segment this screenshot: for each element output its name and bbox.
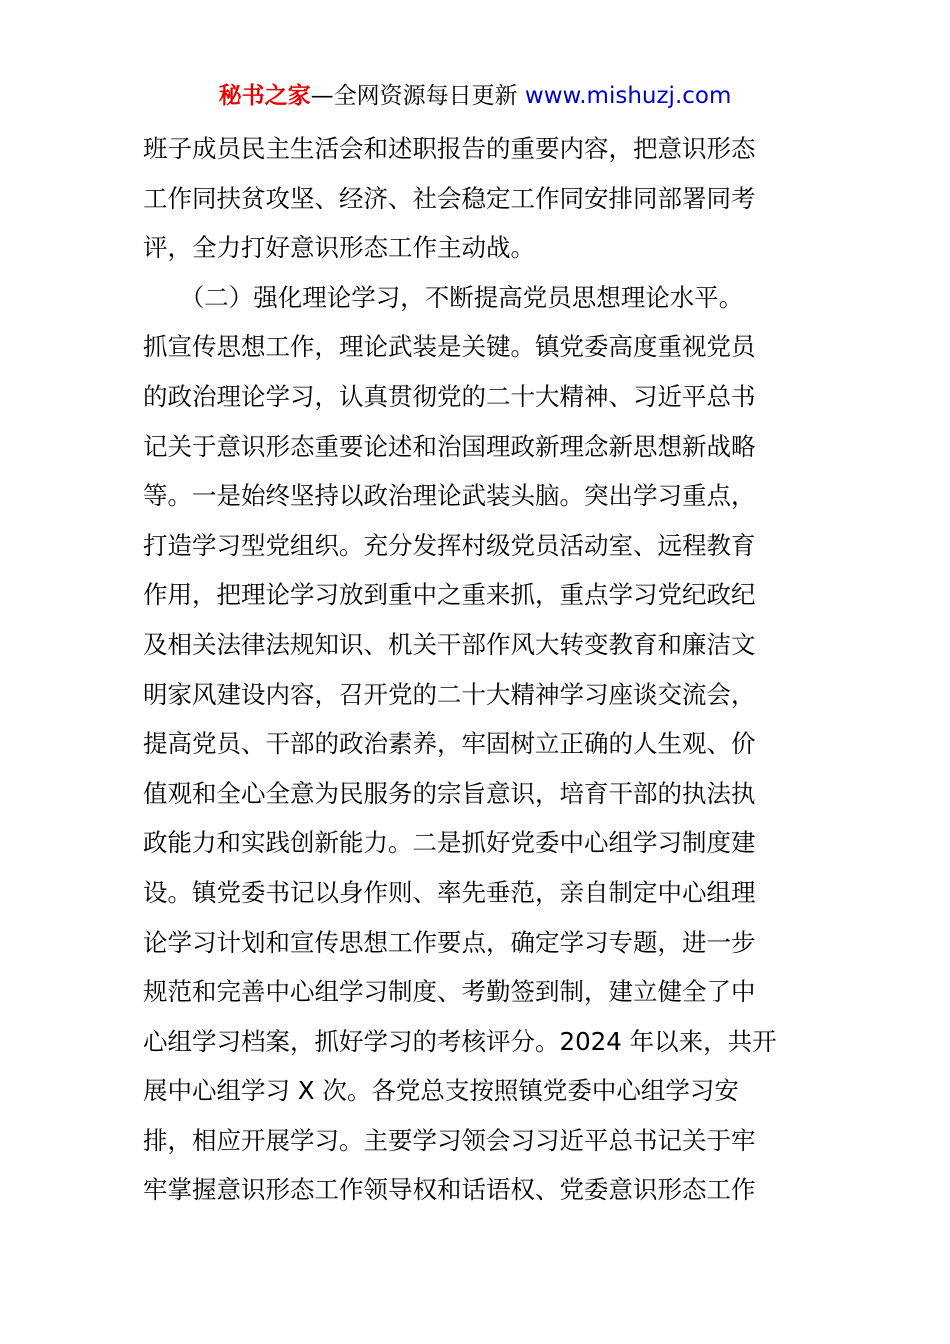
text-line: 展中心组学习 X 次。各党总支按照镇党委中心组学习安: [143, 1076, 739, 1106]
text-line: 心组学习档案，抓好学习的考核评分。2024 年以来，共开: [143, 1026, 777, 1056]
text-line: 班子成员民主生活会和述职报告的重要内容，把意识形态: [143, 134, 756, 163]
text-line: 提高党员、干部的政治素养，牢固树立正确的人生观、价: [143, 729, 756, 759]
text-line: 论学习计划和宣传思想工作要点，确定学习专题，进一步: [143, 927, 756, 957]
site-tagline: —全网资源每日更新: [310, 83, 525, 109]
text-line: 政能力和实践创新能力。二是抓好党委中心组学习制度建: [143, 828, 756, 858]
text-line: 工作同扶贫攻坚、经济、社会稳定工作同安排同部署同考: [143, 183, 756, 213]
text-line: 及相关法律法规知识、机关干部作风大转变教育和廉洁文: [143, 629, 756, 659]
text-line: 记关于意识形态重要论述和治国理政新理念新思想新战略: [143, 431, 756, 461]
text-line: 值观和全心全意为民服务的宗旨意识，培育干部的执法执: [143, 778, 756, 808]
text-line: 抓宣传思想工作，理论武装是关键。镇党委高度重视党员: [143, 332, 756, 362]
text-line: 作用，把理论学习放到重中之重来抓，重点学习党纪政纪: [143, 580, 756, 610]
text-line: 规范和完善中心组学习制度、考勤签到制，建立健全了中: [143, 977, 756, 1007]
text-line: 等。一是始终坚持以政治理论武装头脑。突出学习重点，: [143, 481, 756, 511]
text-line: 牢掌握意识形态工作领导权和话语权、党委意识形态工作: [143, 1175, 756, 1205]
section-heading-line: （二）强化理论学习，不断提高党员思想理论水平。: [143, 282, 744, 312]
text-line: 的政治理论学习，认真贯彻党的二十大精神、习近平总书: [143, 381, 756, 411]
text-line: 明家风建设内容，召开党的二十大精神学习座谈交流会，: [143, 679, 756, 709]
document-body: [143, 124, 813, 1215]
site-header: [0, 80, 950, 112]
text-line: 排，相应开展学习。主要学习领会习习近平总书记关于牢: [143, 1125, 756, 1155]
site-brand: 秘书之家: [218, 83, 311, 109]
site-url-link[interactable]: www.mishuzj.com: [524, 83, 732, 109]
text-line: 设。镇党委书记以身作则、率先垂范，亲自制定中心组理: [143, 877, 756, 907]
text-line: 评，全力打好意识形态工作主动战。: [143, 233, 535, 263]
text-line: 打造学习型党组织。充分发挥村级党员活动室、远程教育: [143, 530, 756, 560]
